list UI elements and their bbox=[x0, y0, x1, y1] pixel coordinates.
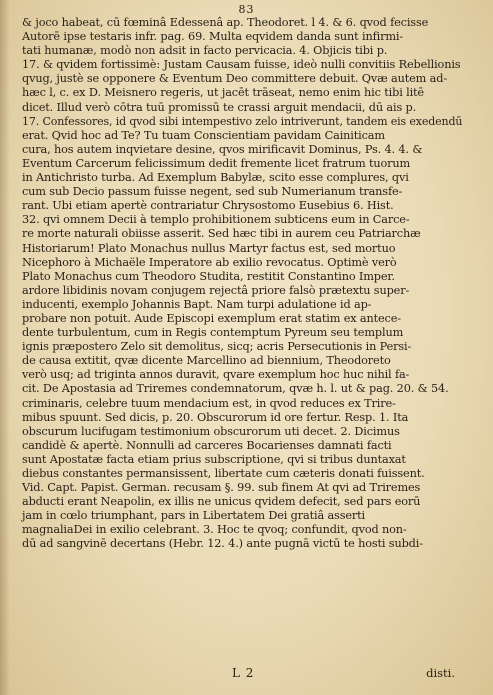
signature-mark: L 2 bbox=[232, 666, 255, 680]
text-line: Vid. Capt. Papist. German. recusam §. 99. sub finem At qvi ad Triremes bbox=[22, 481, 421, 495]
body-text bbox=[22, 16, 462, 552]
text-line: & joco habeat, cū fœminâ Edessenâ ap. Theodoret. l 4. & 6. qvod fecisse bbox=[22, 16, 429, 29]
text-line: criminaris, celebre tuum mendacium est, in qvod reduces ex Trire- bbox=[22, 396, 396, 410]
text-line: sunt Apostatæ facta etiam prius subscriptione, qvi si tribus duntaxat bbox=[22, 452, 406, 466]
text-line: dente turbulentum, cum in Regis contemptum Pyreum seu templum bbox=[22, 326, 404, 340]
text-line: hæc l, c. ex D. Meisnero regeris, ut jacēt trāseat, nemo enim hic tibi litē bbox=[22, 86, 424, 100]
text-line: verò usq; ad triginta annos duravit, qvare exemplum hoc huc nihil fa- bbox=[22, 368, 410, 382]
text-line: 32. qvi omnem Decii à templo prohibitionem subticens eum in Carce- bbox=[22, 213, 410, 227]
text-line: qvug, justè se opponere & Eventum Deo committere debuit. Qvæ autem ad- bbox=[22, 72, 448, 86]
text-line: candidè & apertè. Nonnulli ad carceres Bocarienses damnati facti bbox=[22, 438, 392, 452]
text-line: obscurum lucifugam testimonium obscurorum uti decet. 2. Dicimus bbox=[22, 424, 400, 438]
text-line: cura, hos autem inqvietare desine, qvos mirificavit Dominus, Ps. 4. 4. & bbox=[22, 142, 423, 156]
text-line: ardore libidinis novam conjugem rejectâ priore falsò prætextu super- bbox=[22, 283, 410, 297]
text-line: ignis præpostero Zelo sit demolitus, sicq; acris Persecutionis in Persi- bbox=[22, 340, 412, 354]
text-line: Nicephoro à Michaële Imperatore ab exilio revocatus. Optimè verò bbox=[22, 255, 397, 269]
text-line: jam in cœlo triumphant, pars in Libertatem Dei gratiâ asserti bbox=[22, 509, 365, 523]
text-line: 17. & qvidem fortissimè: Justam Causam fuisse, ideò nulli convitiis Rebellionis bbox=[22, 58, 461, 72]
text-line: dicet. Illud verò cōtra tuū promissū te crassi arguit mendacii, dū ais p. bbox=[22, 100, 417, 114]
text-line: Eventum Carcerum felicissimum dedit fremente licet fratrum tuorum bbox=[22, 156, 411, 170]
text-line: tati humanæ, modò non adsit in facto pervicacia. 4. Objicis tibi p. bbox=[22, 44, 388, 58]
text-line: abducti erant Neapolin, ex illis ne unicus qvidem defecit, sed pars eorū bbox=[22, 495, 421, 509]
text-line: inducenti, exemplo Johannis Bapt. Nam turpi adulatione id ap- bbox=[22, 297, 372, 311]
text-line: mibus spuunt. Sed dicis, p. 20. Obscurorum id ore fertur. Resp. 1. Ita bbox=[22, 410, 409, 424]
text-line: Historiarum! Plato Monachus nullus Martyr factus est, sed mortuo bbox=[22, 241, 396, 255]
text-line: erat. Qvid hoc ad Te? Tu tuam Conscientiam pavidam Cainiticam bbox=[22, 128, 385, 142]
text-line: probare non potuit. Aude Episcopi exemplum erat statim ex antece- bbox=[22, 311, 401, 325]
text-line: dū ad sangvinē decertans (Hebr. 12. 4.) ante pugnā victū te hosti subdi- bbox=[22, 537, 423, 551]
text-line: de causa extitit, qvæ dicente Marcellino ad biennium, Theodoreto bbox=[22, 354, 391, 368]
catchword: disti. bbox=[426, 666, 455, 680]
text-line: rant. Ubi etiam apertè contrariatur Chrysostomo Eusebius 6. Hist. bbox=[22, 199, 394, 213]
text-line: Autorē ipse testaris infr. pag. 69. Multa eqvidem danda sunt infirmi- bbox=[22, 30, 404, 44]
text-line: re morte naturali obiisse asserit. Sed hæc tibi in aurem ceu Patriarchæ bbox=[22, 227, 421, 241]
text-line: Plato Monachus cum Theodoro Studita, restitit Constantino Imper. bbox=[22, 269, 395, 283]
text-line: magnaliaDei in exilio celebrant. 3. Hoc te qvoq; confundit, qvod non- bbox=[22, 523, 407, 537]
page-number: 83 bbox=[238, 3, 255, 16]
text-line: cit. De Apostasia ad Triremes condemnatorum, qvæ h. l. ut & pag. 20. & 54. bbox=[22, 382, 449, 396]
text-line: diebus constantes permansissent, libertate cum cæteris donati fuissent. bbox=[22, 467, 425, 480]
text-line: in Antichristo turba. Ad Exemplum Babylæ, scito esse complures, qvi bbox=[22, 171, 409, 185]
text-line: cum sub Decio passum fuisse negent, sed sub Numerianum transfe- bbox=[22, 185, 403, 199]
text-line: 17. Confessores, id qvod sibi intempestivo zelo intriverunt, tandem eis exedendū bbox=[22, 114, 463, 128]
